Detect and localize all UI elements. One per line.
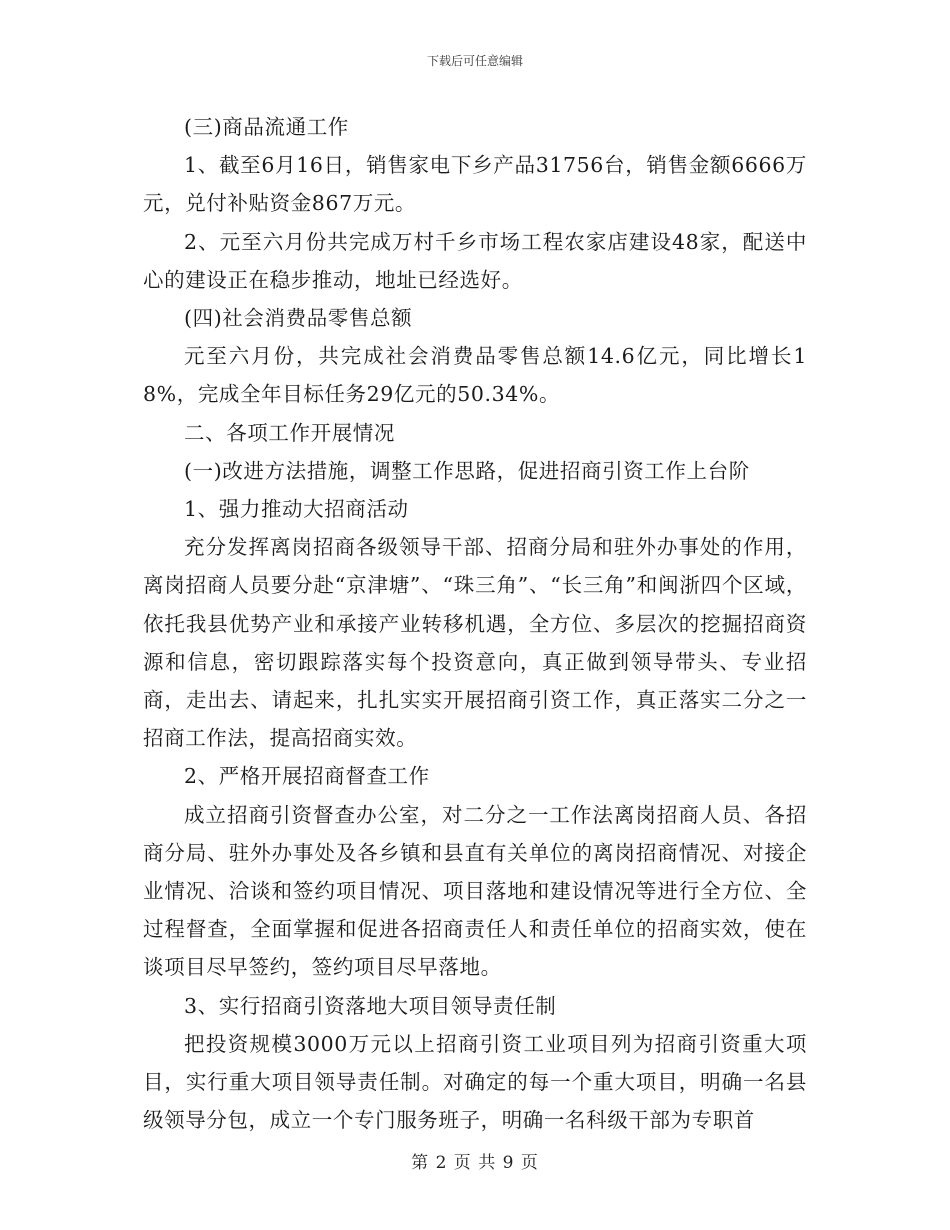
subheading-investment-drive: 1、强力推动大招商活动 xyxy=(184,497,409,522)
paragraph: 把投资规模3000万元以上招商引资工业项目列为招商引资重大项目，实行重大项目领导责任制。对确定的每一个重大项目，明确一名县级领导分包，成立一个专门服务班子，明确一名科级干部为专职首 xyxy=(143,1031,807,1133)
paragraph: 元至六月份，共完成社会消费品零售总额14.6亿元，同比增长18%，完成全年目标任务29亿元的50.34%。 xyxy=(143,344,807,407)
paragraph: 2、元至六月份共完成万村千乡市场工程农家店建设48家，配送中心的建设正在稳步推动，地址已经选好。 xyxy=(143,229,807,292)
paragraph: 充分发挥离岗招商各级领导干部、招商分局和驻外办事处的作用，离岗招商人员要分赴“京津塘”、“珠三角”、“长三角”和闽浙四个区域，依托我县优势产业和承接产业转移机遇，全方位、多层次的挖掘招商资源和信息，密切跟踪落实每个投资意向，真正做到领导带头、专业招商，走出去、请起来，扎扎实实开展招商引资工作，真正落实二分之一招商工作法，提高招商实效。 xyxy=(143,535,807,751)
subheading-leadership-responsibility: 3、实行招商引资落地大项目领导责任制 xyxy=(184,993,557,1018)
document-body xyxy=(143,108,807,1139)
paragraph: 1、截至6月16日，销售家电下乡产品31756台，销售金额6666万元，兑付补贴资金867万元。 xyxy=(143,153,807,216)
page-header-note: 下载后可任意编辑 xyxy=(426,54,523,68)
page-number: 第 2 页 共 9 页 xyxy=(411,1153,539,1173)
paragraph: 成立招商引资督查办公室，对二分之一工作法离岗招商人员、各招商分局、驻外办事处及各乡镇和县直有关单位的离岗招商情况、对接企业情况、洽谈和签约项目情况、项目落地和建设情况等进行全方位、全过程督查，全面掌握和促进各招商责任人和责任单位的招商实效，使在谈项目尽早签约，签约项目尽早落地。 xyxy=(143,802,807,980)
section-heading-commodity-circulation: (三)商品流通工作 xyxy=(184,115,349,139)
section-heading-retail-sales: (四)社会消费品零售总额 xyxy=(184,306,413,331)
subheading-supervision: 2、严格开展招商督查工作 xyxy=(184,764,430,789)
section-heading-work-progress: 二、各项工作开展情况 xyxy=(184,420,395,445)
section-heading-improve-methods: (一)改进方法措施，调整工作思路，促进招商引资工作上台阶 xyxy=(184,458,750,483)
